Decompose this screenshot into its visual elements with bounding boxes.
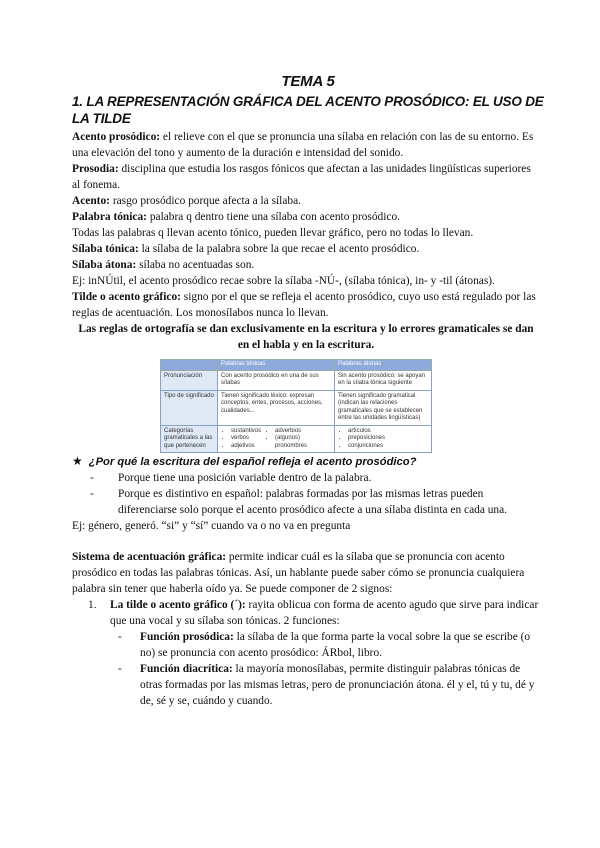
definition-tilde: Tilde o acento gráfico: signo por el que se refleja el acento prosódico, cuyo uso está regulado por las reglas de acentuación. Los monosílabos nunca lo llevan. xyxy=(72,291,536,319)
star-icon: ★ xyxy=(72,454,83,468)
list-item: • artículos xyxy=(348,428,428,436)
definition-acento: Acento: rasgo prosódico porque afecta a la sílaba. xyxy=(72,195,302,207)
table-row-label: Tipo de significado xyxy=(161,390,218,425)
definition-silaba-atona: Sílaba átona: sílaba no acentuadas son. xyxy=(72,259,255,271)
table-cell: Tienen significado léxico: expresan conceptos, entes, procesos, acciones, cualidades... xyxy=(218,390,335,425)
category-list xyxy=(221,428,261,451)
table-row-label: Pronunciación xyxy=(161,370,218,390)
table-cell xyxy=(218,425,335,453)
list-item: • (algunos) pronombres xyxy=(275,435,331,450)
table-header-row xyxy=(161,360,432,371)
table-cell: Con acento prosódico en una de sus sílabas xyxy=(218,370,335,390)
list-item: • adverbios xyxy=(275,428,331,436)
list-item: • conjunciones xyxy=(348,443,428,451)
definition-palabra-tonica: Palabra tónica: palabra q dentro tiene una sílaba con acento prosódico. xyxy=(72,211,401,223)
table-row-label: Categorías gramaticales a las que pertenecen xyxy=(161,425,218,453)
category-list xyxy=(265,428,331,451)
list-item: - Porque tiene una posición variable dentro de la palabra. xyxy=(90,472,372,484)
list-item: 1. La tilde o acento gráfico (´): rayita oblicua con forma de acento agudo que sirve para indicar que una vocal y su sílaba son tónicas. 2 funciones: xyxy=(88,599,539,627)
table-cell: Tienen significado gramatical (indican las relaciones gramaticales que se establecen entre las unidades lingüísticas) xyxy=(334,390,431,425)
definition-sistema: Sistema de acentuación gráfica: permite indicar cuál es la sílaba que se pronuncia con acento prosódico en todas las palabras tónicas. Así, un hablante puede saber cómo se pronuncia cualquiera palabra sin tener que haberla oído ya. Se puede componer de 2 signos: xyxy=(72,551,525,595)
comparison-table xyxy=(160,359,432,453)
list-item: - Porque es distintivo en español: palabras formadas por las mismas letras pueden diferenciarse solo porque el acento prosódico afecte a una sílaba distinta en cada una. xyxy=(90,488,508,516)
category-list xyxy=(338,428,428,451)
page-title: TEMA 5 xyxy=(281,73,335,90)
table-row xyxy=(161,370,432,390)
table-header-cell: Palabras átonas xyxy=(334,360,431,371)
document-body xyxy=(72,129,540,709)
question-heading: ★ ¿Por qué la escritura del español refleja el acento prosódico? xyxy=(72,454,417,468)
list-item: • verbos xyxy=(231,435,261,443)
table-row xyxy=(161,425,432,453)
definition-prosodia: Prosodia: disciplina que estudia los rasgos fónicos que afectan a las unidades lingüísticas superiores al fonema. xyxy=(72,163,531,191)
note-all-words: Todas las palabras q llevan acento tónico, pueden llevar gráfico, pero no todas lo llevan. xyxy=(72,227,474,239)
section-heading: 1. LA REPRESENTACIÓN GRÁFICA DEL ACENTO PROSÓDICO: EL USO DE LA TILDE xyxy=(72,94,544,126)
list-item: • sustantivos xyxy=(231,428,261,436)
table-cell xyxy=(334,425,431,453)
rules-statement: Las reglas de ortografía se dan exclusivamente en la escritura y lo errores gramaticales se dan en el habla y en la escritura. xyxy=(78,323,534,351)
list-item: • preposiciones xyxy=(348,435,428,443)
table-row xyxy=(161,390,432,425)
table-header-cell xyxy=(161,360,218,371)
list-item: - Función prosódica: la sílaba de la que forma parte la vocal sobre la que se escribe (o no) se pronuncia con acento prosódico: ÁRbol, libro. xyxy=(118,631,531,659)
table-header-cell: Palabras tónicas xyxy=(218,360,335,371)
example-inutil: Ej: inNÚtil, el acento prosódico recae sobre la sílaba -NÚ-, (sílaba tónica), in- y -til (átonas). xyxy=(72,275,495,287)
definition-silaba-tonica: Sílaba tónica: la sílaba de la palabra sobre la que recae el acento prosódico. xyxy=(72,243,420,255)
table-cell: Sin acento prosódico: se apoyan en la sílaba tónica siguiente xyxy=(334,370,431,390)
example-genero: Ej: género, generó. “si” y “sí” cuando va o no va en pregunta xyxy=(72,520,351,532)
definition-acento-prosodico: Acento prosódico: el relieve con el que se pronuncia una sílaba en relación con las de su entorno. Es una elevación del tono y aumento de la duración e intensidad del sonido. xyxy=(72,131,534,159)
list-item: • adjetivos xyxy=(231,443,261,451)
list-item: - Función diacrítica: la mayoría monosílabas, permite distinguir palabras tónicas de otras formadas por las mismas letras, pero de pronunciación átona. él y el, tú y tu, dé y de, sé y se, cuándo y cuando. xyxy=(118,663,535,707)
